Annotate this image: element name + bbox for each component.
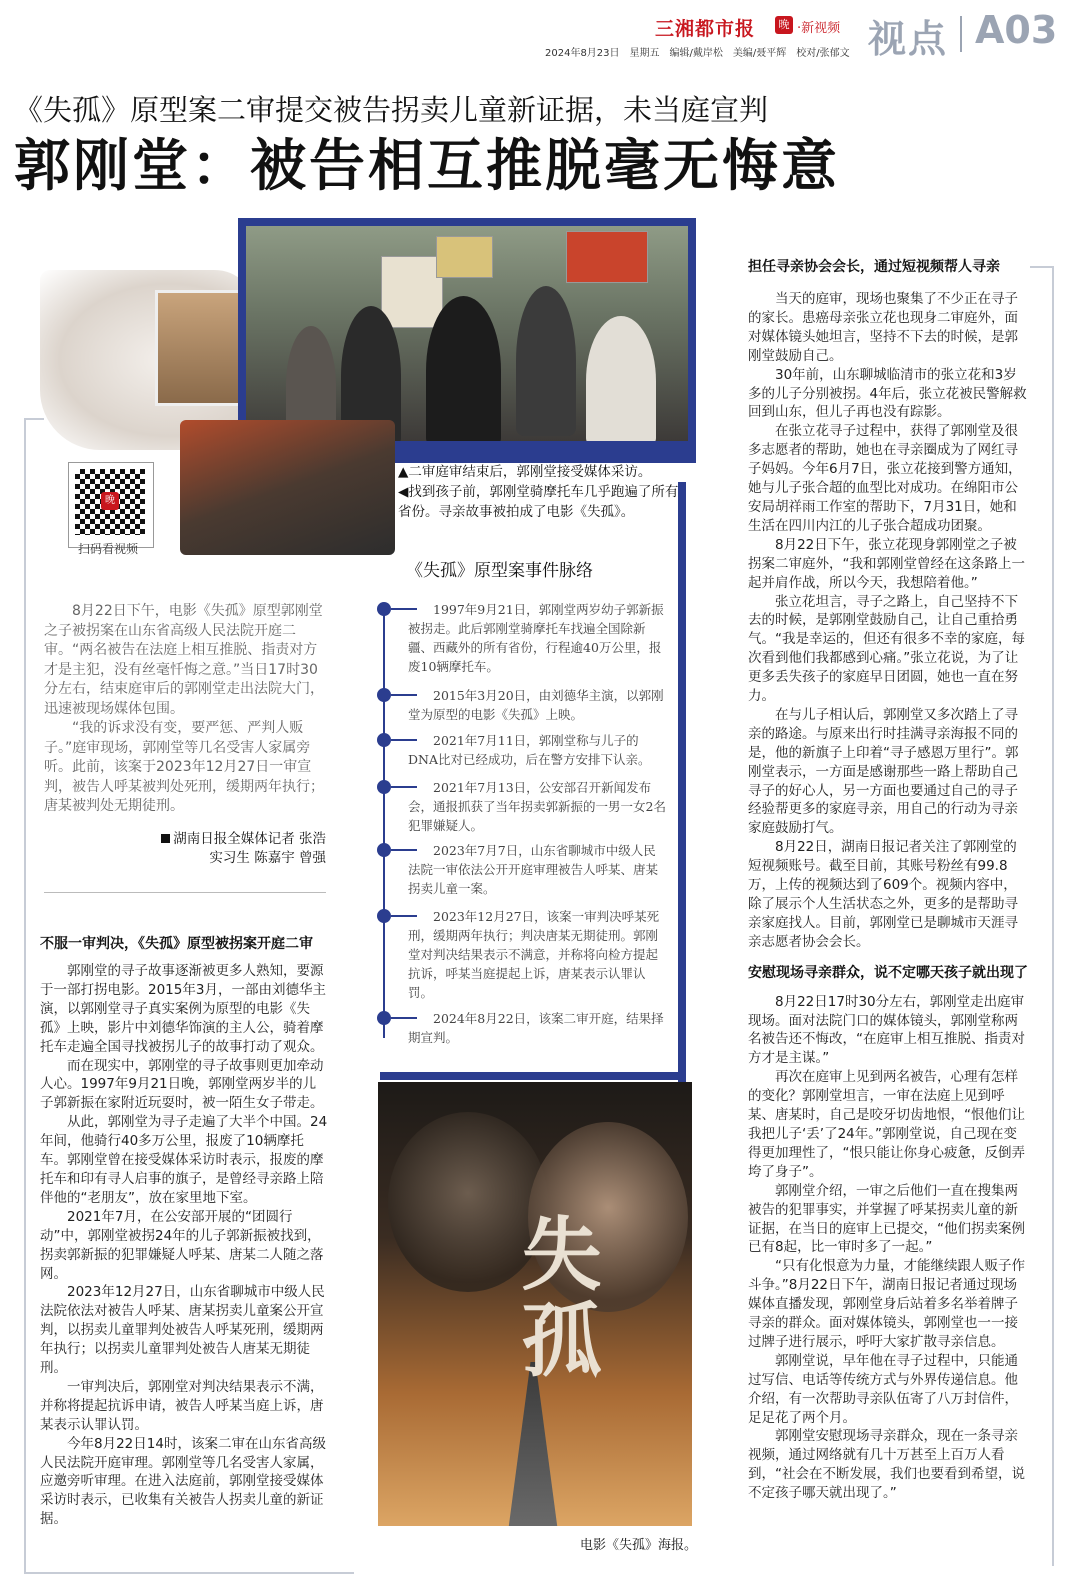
caption-top: ▲二审庭审结束后，郭刚堂接受媒体采访。 [398,464,652,480]
caption-left: ◀找到孩子前，郭刚堂骑摩托车几乎跑遍了所有省份。寻亲故事被拍成了电影《失孤》。 [398,484,679,520]
article-paragraph: 8月22日下午，张立花现身郭刚堂之子被拐案二审庭外，“我和郭刚堂曾经在这条路上一起并肩作战，所以今天，我想陪着他。” [748,536,1025,591]
poster-road [508,1362,558,1526]
video-brand: ·新视频 [797,21,841,36]
article-paragraph: 郭刚堂的寻子故事逐渐被更多人熟知，要源于一部打拐电影。2015年3月，一部由刘德华主演，以郭刚堂寻子真实案例为原型的电影《失孤》上映，影片中刘德华饰演的主人公，骑着摩托车走遍全国寻找被拐儿子的故事打动了观众。 [40,963,326,1055]
frame-line-left [24,418,26,1574]
timeline-dot-icon [377,1011,391,1025]
section-rule [44,892,326,893]
article-paragraph: 2023年12月27日，山东省聊城市中级人民法院依法对被告人呼某、唐某拐卖儿童案公开宣判，以拐卖儿童罪判处被告人呼某死刑，缓期两年执行；以拐卖儿童罪判处被告人唐某无期徒刑。 [40,1284,325,1377]
article-paragraph: 郭刚堂安慰现场寻亲群众，现在一条寻亲视频，通过网络就有几十万甚至上百万人看到，“社会在不断发展，我们也要看到希望，说不定孩子哪天就出现了。” [748,1428,1025,1502]
qr-center-logo-icon: 晚 [101,492,119,510]
guo-gangtang [426,296,501,441]
timeline-dot-icon [377,909,391,923]
header-divider [960,16,962,52]
frame-line-left-top [24,418,44,420]
article-paragraph: 张立花坦言，寻子之路上，自己坚持不下去的时候，是郭刚堂鼓励自己，让自己重拾勇气。“我是幸运的，但还有很多不幸的家庭，每次看到他们我都感到心痛。”张立花说，为了让更多丢失孩子的家庭早日团圆，她也一直在努力。 [748,593,1025,705]
right-section-title-1: 担任寻亲协会会长，通过短视频帮人寻亲 [748,259,1000,275]
article-paragraph: 在与儿子相认后，郭刚堂又多次踏上了寻亲的路途。与原来出行时挂满寻亲海报不同的是，他的新旗子上印着“寻子感恩万里行”。郭刚堂表示，一方面是感谢那些一路上帮助自己寻子的好心人，另一方面也要通过自己的寻子经验帮更多的家庭寻亲，用自己的行动为寻亲家庭鼓励打气。 [748,706,1019,837]
child-portrait [155,290,241,406]
byline [44,830,326,868]
main-headline: 郭刚堂：被告相互推脱毫无悔意 [14,134,840,199]
crowd-person [516,286,576,436]
article-paragraph: 当天的庭审，现场也聚集了不少正在寻子的家长。患癌母亲张立花也现身二审庭外，面对媒体镜头她坦言，坚持不下去的时候，是郭刚堂鼓励自己。 [748,291,1018,364]
byline-reporter: 湖南日报全媒体记者 张浩 [173,831,326,847]
right-article-body [748,290,1030,1503]
byline-marker-icon [161,834,170,843]
article-paragraph: “只有化恨意为力量，才能继续跟人贩子作斗争。”8月22日下午，湖南日报记者通过现场媒体直播发现，郭刚堂身后站着多名举着牌子寻亲的群众。面对媒体镜头，郭刚堂也一一接过牌子进行展示，呼吁大家扩散寻亲信息。 [748,1258,1025,1350]
qr-caption: 扫码看视频 [78,542,139,556]
left-article-body [40,962,328,1529]
lede [44,602,326,817]
section-name: 视点 [868,17,949,61]
timeline-item: 2021年7月13日，公安部召开新闻发布会，通报抓获了当年拐卖郭新振的一男一女2名犯罪嫌疑人。 [408,780,666,833]
left-section-title: 不服一审判决，《失孤》原型被拐案开庭二审 [40,936,313,952]
frame-line-right-top [1030,266,1054,268]
timeline-dot-icon [377,843,391,857]
article-paragraph: 郭刚堂介绍，一审之后他们一直在搜集两被告的犯罪事实，并掌握了呼某拐卖儿童的新证据，在当日的庭审上已提交，“他们拐卖案例已有8起，比一审时多了一起。” [748,1182,1025,1256]
article-paragraph: 8月22日17时30分左右，郭刚堂走出庭审现场。面对法院门口的媒体镜头，郭刚堂称两名被告还不悔改，“在庭审上相互推脱、指责对方才是主谋。” [748,993,1025,1067]
article-paragraph: 在张立花寻子过程中，获得了郭刚堂及很多志愿者的帮助，她也在寻亲圈成为了网红寻子妈妈。今年6月7日，张立花接到警方通知，她与儿子张合超的血型比对成功。在绵阳市公安局胡祥雨工作室的帮助下，7月31日，她和生活在四川内江的儿子张合超成功团聚。 [748,423,1022,534]
timeline-title: 《失孤》原型案事件脉络 [406,561,593,581]
timeline-dot-icon [377,602,391,616]
timeline-item: 1997年9月21日，郭刚堂两岁幼子郭新振被拐走。此后郭刚堂骑摩托车找遍全国除新疆、西藏外的所有省份，行程逾40万公里，报废10辆摩托车。 [408,602,664,674]
frame-line-bottom [24,1572,354,1574]
brand-logo-icon: 晚 [775,16,793,34]
timeline-dot-icon [377,733,391,747]
article-paragraph: 今年8月22日14时，该案二审在山东省高级人民法院开庭审理。郭刚堂等几名受害人家属，应邀旁听审理。在进入法庭前，郭刚堂接受媒体采访时表示，已收集有关被告人拐卖儿童的新证据。 [40,1435,326,1528]
article-paragraph: 从此，郭刚堂为寻子走遍了大半个中国。24年间，他骑行40多万公里，报废了10辆摩托车。郭刚堂曾在接受媒体采访时表示，报废的摩托车和印有寻人启事的旗子，是曾经寻亲路上陪伴他的“老朋友”，放在家里地下室。 [40,1114,328,1206]
timeline-border-bottom [380,1072,686,1080]
byline-interns: 实习生 陈嘉宇 曾强 [209,850,326,866]
search-sign [381,256,443,328]
newspaper-brand: 三湘都市报 [655,18,756,40]
article-paragraph: 再次在庭审上见到两名被告，心理有怎样的变化？郭刚堂坦言，一审在法庭上见到呼某、唐某时，自己是咬牙切齿地恨，“恨他们让我把儿子‘丢’了24年。”郭刚堂说，自己现在变得更加理性了，“恨只能让你身心疲惫，反倒弄垮了身子”。 [748,1069,1025,1180]
timeline-axis [383,606,385,1038]
article-paragraph: 一审判决后，郭刚堂对判决结果表示不满，并称将提起抗诉申请，被告人呼某当庭上诉，唐某表示认罪认罚。 [40,1378,324,1433]
page-number: A03 [975,8,1058,52]
motorcycle-photo [180,420,395,555]
kicker-headline: 《失孤》原型案二审提交被告拐卖儿童新证据，未当庭宣判 [14,93,769,127]
right-section-title-2: 安慰现场寻亲群众，说不定哪天孩子就出现了 [748,964,1028,981]
movie-poster [378,1082,692,1526]
issue-meta: 2024年8月23日 星期五 编辑/戴岸松 美编/聂平辉 校对/张郁文 [545,48,850,59]
crowd-person [586,316,656,441]
lede-paragraph: 8月22日下午，电影《失孤》原型郭刚堂之子被拐案在山东省高级人民法院开庭二审。“两名被告在法庭上相互推脱、指责对方才是主犯，没有丝毫忏悔之意。”当日17时30分左右，结束庭审后的郭刚堂走出法院大门，迅速被现场媒体包围。 [44,603,324,717]
timeline-item: 2015年3月20日，由刘德华主演，以郭刚堂为原型的电影《失孤》上映。 [408,688,664,722]
timeline-border-right [678,482,686,1082]
timeline-item: 2023年7月7日，山东省聊城市中级人民法院一审依法公开开庭审理被告人呼某、唐某拐卖儿童一案。 [408,843,659,896]
frame-line-right [1052,266,1054,1566]
timeline-dot-icon [377,688,391,702]
timeline-item: 2021年7月11日，郭刚堂称与儿子的DNA比对已经成功，后在警方安排下认亲。 [408,733,651,767]
timeline-item: 2023年12月27日，该案一审判决呼某死刑，缓期两年执行；判决唐某无期徒刑。郭刚堂对判决结果表示不满意，并称将向检方提起抗诉，呼某当庭提起上诉，唐某表示认罪认罚。 [408,909,660,1000]
article-paragraph: 30年前，山东聊城临清市的张立花和3岁多的儿子分别被拐。4年后，张立花被民警解救回到山东，但儿子再也没有踪影。 [748,366,1027,421]
timeline-dot-icon [377,780,391,794]
poster-caption: 电影《失孤》海报。 [580,1538,698,1553]
press-conference-photo [246,226,688,441]
lede-paragraph: “我的诉求没有变，要严惩、严判人贩子。”庭审现场，郭刚堂等几名受害人家属旁听。此前，该案于2023年12月27日一审宣判，被告人呼某被判处死刑，缓期两年执行；唐某被判处无期徒刑。 [44,720,324,814]
article-paragraph: 而在现实中，郭刚堂的寻子故事则更加牵动人心。1997年9月21日晚，郭刚堂两岁半的儿子郭新振在家附近玩耍时，被一陌生女子带走。 [40,1057,324,1112]
article-paragraph: 2021年7月，在公安部开展的“团圆行动”中，郭刚堂被拐24年的儿子郭新振被找到，拐卖郭新振的犯罪嫌疑人呼某、唐某二人随之落网。 [40,1208,324,1282]
article-paragraph: 8月22日，湖南日报记者关注了郭刚堂的短视频账号。截至目前，其账号粉丝有99.8万，上传的视频达到了609个。视频内容中，除了展示个人生活状态之外，更多的是帮助寻亲家庭找人。目前，郭刚堂已是聊城市天涯寻亲志愿者协会会长。 [748,839,1018,950]
search-sign [436,236,493,278]
timeline-item: 2024年8月22日，该案二审开庭，结果择期宣判。 [408,1011,664,1045]
search-sign [566,231,648,283]
article-paragraph: 郭刚堂说，早年他在寻子过程中，只能通过写信、电话等传统方式与外界传递信息。他介绍，有一次帮助寻亲队伍寄了八万封信件，足足花了两个月。 [748,1352,1018,1426]
photo-captions [398,462,688,522]
poster-title: 失孤 [508,1212,602,1384]
